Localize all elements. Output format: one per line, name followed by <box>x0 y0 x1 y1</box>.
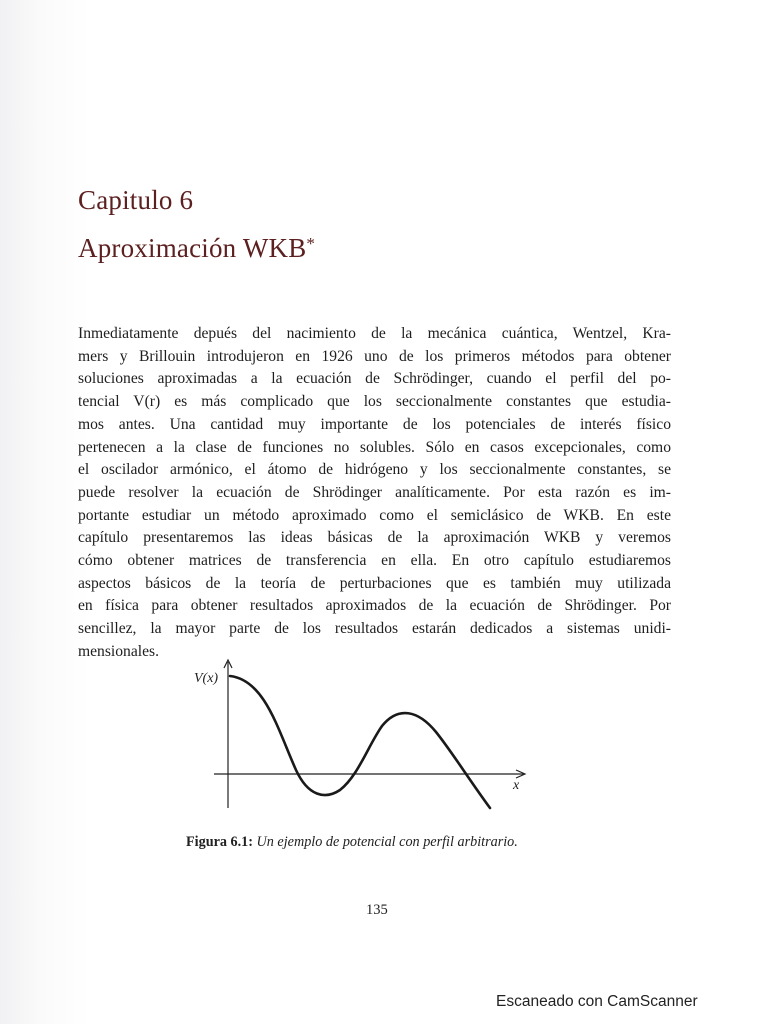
chapter-title <box>78 222 315 270</box>
paragraph-line: soluciones aproximadas a la ecuación de Schrödinger, cuando el perfil del po- <box>78 370 671 388</box>
paragraph-line: en física para obtener resultados aproximados de la ecuación de Shrödinger. Por <box>78 597 671 615</box>
paragraph-line: capítulo presentaremos las ideas básicas de la aproximación WKB y veremos <box>78 529 671 547</box>
paragraph-line: Inmediatamente depués del nacimiento de la mecánica cuántica, Wentzel, Kra- <box>78 325 671 342</box>
potential-plot <box>180 658 540 818</box>
y-axis-label: V(x) <box>194 671 219 686</box>
paragraph-line: mos antes. Una cantidad muy importante de los potenciales de interés físico <box>78 415 671 433</box>
chapter-heading <box>78 178 315 270</box>
chapter-title-footnote-mark: * <box>306 234 316 253</box>
paragraph-line: sencillez, la mayor parte de los resultados estarán dedicados a sistemas unidi- <box>78 620 671 638</box>
caption-label: Figura 6.1: <box>186 834 253 850</box>
potential-figure <box>180 658 540 818</box>
caption-text: Un ejemplo de potencial con perfil arbitrario. <box>256 834 518 850</box>
paragraph-line: mers y Brillouin introdujeron en 1926 uno de los primeros métodos para obtener <box>78 347 671 365</box>
paragraph-line: cómo obtener matrices de transferencia en ella. En otro capítulo estudiaremos <box>78 552 671 570</box>
intro-paragraph <box>78 323 671 664</box>
paragraph-line: puede resolver la ecuación de Shrödinger analíticamente. Por esta razón es im- <box>78 483 671 501</box>
paragraph-line: mensionales. <box>78 642 159 660</box>
paragraph-line: aspectos básicos de la teoría de perturbaciones que es también muy utilizada <box>78 574 671 592</box>
paragraph-line: pertenecen a la clase de funciones no solubles. Sólo en casos excepcionales, como <box>78 438 671 456</box>
paragraph-line: el oscilador armónico, el átomo de hidrógeno y los seccionalmente constantes, se <box>78 461 671 479</box>
potential-curve <box>230 676 490 808</box>
chapter-number: Capitulo 6 <box>78 185 194 215</box>
page-number: 135 <box>366 902 388 918</box>
figure-caption <box>186 834 518 851</box>
paragraph-line: tencial V(r) es más complicado que los seccionalmente constantes que estudia- <box>78 393 671 411</box>
paragraph-line: portante estudiar un método aproximado como el semiclásico de WKB. En este <box>78 506 671 524</box>
x-axis-label: x <box>513 778 520 793</box>
chapter-title-text: Aproximación WKB <box>78 233 307 263</box>
camscanner-watermark: Escaneado con CamScanner <box>496 993 698 1010</box>
